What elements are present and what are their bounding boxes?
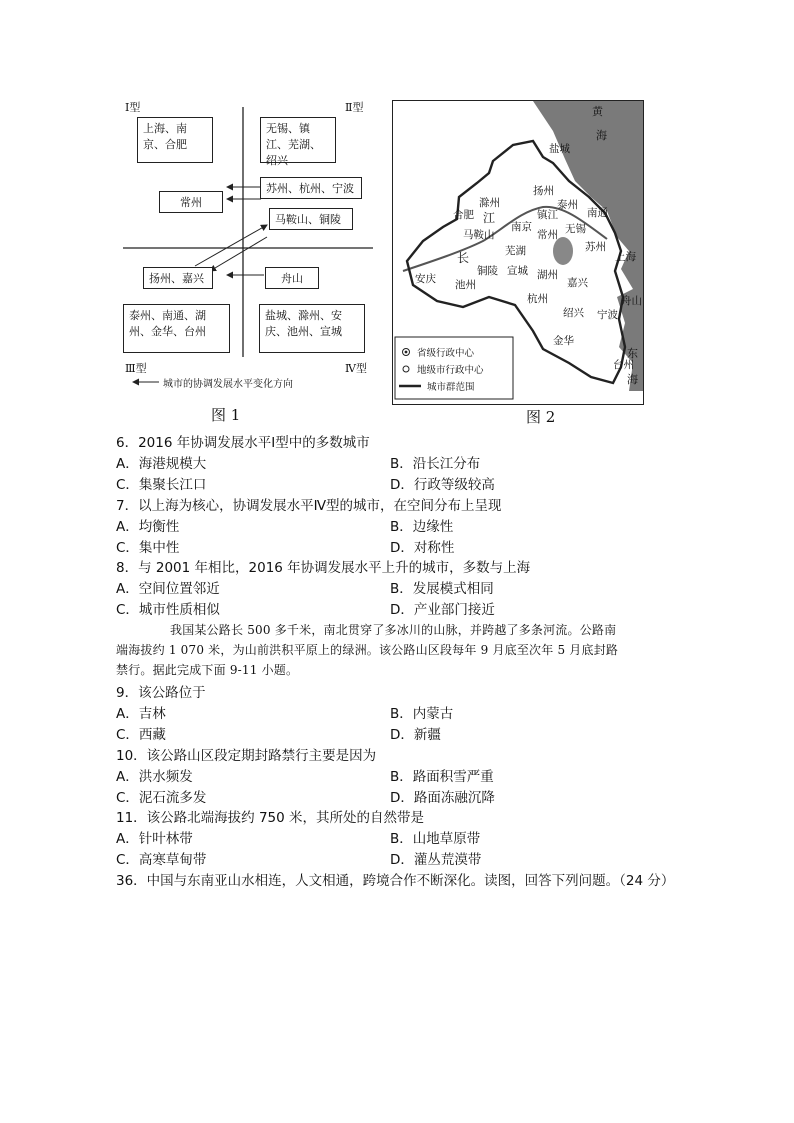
box-taizhou-nantong-huzhou-jinhua: 泰州、南通、湖州、金华、台州 <box>123 304 230 353</box>
q10-option-b: B．路面积雪严重 <box>390 769 494 785</box>
q10-stem: 10．该公路山区段定期封路禁行主要是因为 <box>116 748 377 764</box>
box-changzhou: 常州 <box>159 191 223 213</box>
q6-option-d: D．行政等级较高 <box>390 477 495 493</box>
arrow-to-yangzhou <box>210 237 267 271</box>
q8-stem: 8．与 2001 年相比，2016 年协调发展水平上升的城市，多数与上海 <box>116 560 531 576</box>
legend-prefecture-label: 地级市行政中心 <box>417 365 484 376</box>
figure-2-map <box>392 100 644 405</box>
q7-option-b: B．边缘性 <box>390 519 454 535</box>
q8-option-d: D．产业部门接近 <box>390 602 495 618</box>
city-maanshan: 马鞍山 <box>463 229 495 241</box>
type-3-label: Ⅲ型 <box>125 362 147 375</box>
city-tongling: 铜陵 <box>477 265 498 277</box>
q6-stem: 6．2016 年协调发展水平Ⅰ型中的多数城市 <box>116 435 370 451</box>
city-zhenjiang: 镇江 <box>537 209 558 221</box>
q9-option-c: C．西藏 <box>116 727 166 743</box>
q11-option-c: C．高寒草甸带 <box>116 852 207 868</box>
figure-1-caption: 图 1 <box>211 406 241 424</box>
q10-option-c: C．泥石流多发 <box>116 790 207 806</box>
q9-option-b: B．内蒙古 <box>390 706 454 722</box>
q11-option-a: A．针叶林带 <box>116 831 193 847</box>
sea-label-dong: 东 <box>627 347 638 360</box>
sea-label-huang: 黄 <box>592 105 603 118</box>
passage-line-3: 禁行。据此完成下面 9-11 小题。 <box>116 663 299 677</box>
city-jiaxing: 嘉兴 <box>567 277 588 289</box>
passage-line-1: 我国某公路长 500 多千米，南北贯穿了多冰川的山脉，并跨越了多条河流。公路南 <box>170 623 617 637</box>
city-chizhou: 池州 <box>455 279 476 291</box>
legend-provincial-label: 省级行政中心 <box>417 348 475 359</box>
box-zhoushan: 舟山 <box>265 267 319 289</box>
city-chuzhou: 滁州 <box>479 197 500 209</box>
q9-option-d: D．新疆 <box>390 727 441 743</box>
city-wuxi: 无锡 <box>565 223 586 235</box>
city-shaoxing: 绍兴 <box>563 307 584 319</box>
arrow-to-maanshan <box>195 225 267 266</box>
city-ningbo: 宁波 <box>597 309 618 321</box>
city-nantong: 南通 <box>587 207 608 219</box>
city-shanghai: 上海 <box>615 251 636 263</box>
type-2-label: Ⅱ型 <box>345 101 364 114</box>
city-yangzhou: 扬州 <box>533 185 554 197</box>
q7-stem: 7．以上海为核心，协调发展水平Ⅳ型的城市，在空间分布上呈现 <box>116 498 502 514</box>
sea-label-hai: 海 <box>596 129 607 142</box>
q11-option-d: D．灌丛荒漠带 <box>390 852 482 868</box>
q7-option-a: A．均衡性 <box>116 519 180 535</box>
city-huzhou: 湖州 <box>537 269 558 281</box>
q11-option-b: B．山地草原带 <box>390 831 481 847</box>
city-xuancheng: 宣城 <box>507 265 528 277</box>
city-taizhou-js: 泰州 <box>557 199 578 211</box>
q8-option-b: B．发展模式相同 <box>390 581 494 597</box>
q6-option-c: C．集聚长江口 <box>116 477 207 493</box>
city-jinhua: 金华 <box>553 335 574 347</box>
figure-1-legend: 城市的协调发展水平变化方向 <box>163 379 293 390</box>
figure-2-caption: 图 2 <box>526 408 556 426</box>
q10-option-d: D．路面冻融沉降 <box>390 790 495 806</box>
city-anqing: 安庆 <box>415 273 436 285</box>
box-suzhou-hangzhou-ningbo: 苏州、杭州、宁波 <box>260 177 362 199</box>
river-label-jiang: 江 <box>483 211 496 225</box>
box-wuxi-zhenjiang-wuhu-shaoxing: 无锡、镇江、芜湖、绍兴 <box>260 117 336 163</box>
legend-range-label: 城市群范围 <box>427 382 475 393</box>
city-hangzhou: 杭州 <box>527 293 548 305</box>
q11-stem: 11．该公路北端海拔约 750 米，其所处的自然带是 <box>116 810 425 826</box>
city-nanjing: 南京 <box>511 221 532 233</box>
passage-line-2: 端海拔约 1 070 米，为山前洪积平原上的绿洲。该公路山区段每年 9 月底至次年 5 月底封路 <box>116 643 619 657</box>
q9-option-a: A．吉林 <box>116 706 166 722</box>
river-label-chang: 长 <box>457 251 470 265</box>
city-hefei: 合肥 <box>453 209 474 221</box>
figure-1 <box>115 95 377 395</box>
type-4-label: Ⅳ型 <box>345 362 367 375</box>
sea-label-hai-2: 海 <box>627 373 638 386</box>
q9-stem: 9．该公路位于 <box>116 685 206 701</box>
q10-option-a: A．洪水频发 <box>116 769 193 785</box>
box-maanshan-tongling: 马鞍山、铜陵 <box>269 208 353 230</box>
city-taizhou-zj: 台州 <box>613 359 634 371</box>
q7-option-c: C．集中性 <box>116 540 180 556</box>
box-yancheng-chuzhou-anqing: 盐城、滁州、安庆、池州、宣城 <box>259 304 365 353</box>
type-1-label: Ⅰ型 <box>125 101 141 114</box>
q36-stem: 36．中国与东南亚山水相连，人文相通，跨境合作不断深化。读图，回答下列问题。（24 分） <box>116 873 675 889</box>
box-yangzhou-jiaxing: 扬州、嘉兴 <box>143 267 213 289</box>
q6-option-a: A．海港规模大 <box>116 456 207 472</box>
box-shanghai-nanjing-hefei: 上海、南京、合肥 <box>137 117 213 163</box>
q8-option-c: C．城市性质相似 <box>116 602 220 618</box>
q7-option-d: D．对称性 <box>390 540 455 556</box>
city-zhoushan: 舟山 <box>621 295 642 307</box>
city-suzhou: 苏州 <box>585 241 606 253</box>
q8-option-a: A．空间位置邻近 <box>116 581 220 597</box>
city-changzhou: 常州 <box>537 229 558 241</box>
city-yancheng: 盐城 <box>549 143 570 155</box>
q6-option-b: B．沿长江分布 <box>390 456 481 472</box>
yangtze-river <box>403 207 607 271</box>
city-wuhu: 芜湖 <box>505 245 526 257</box>
